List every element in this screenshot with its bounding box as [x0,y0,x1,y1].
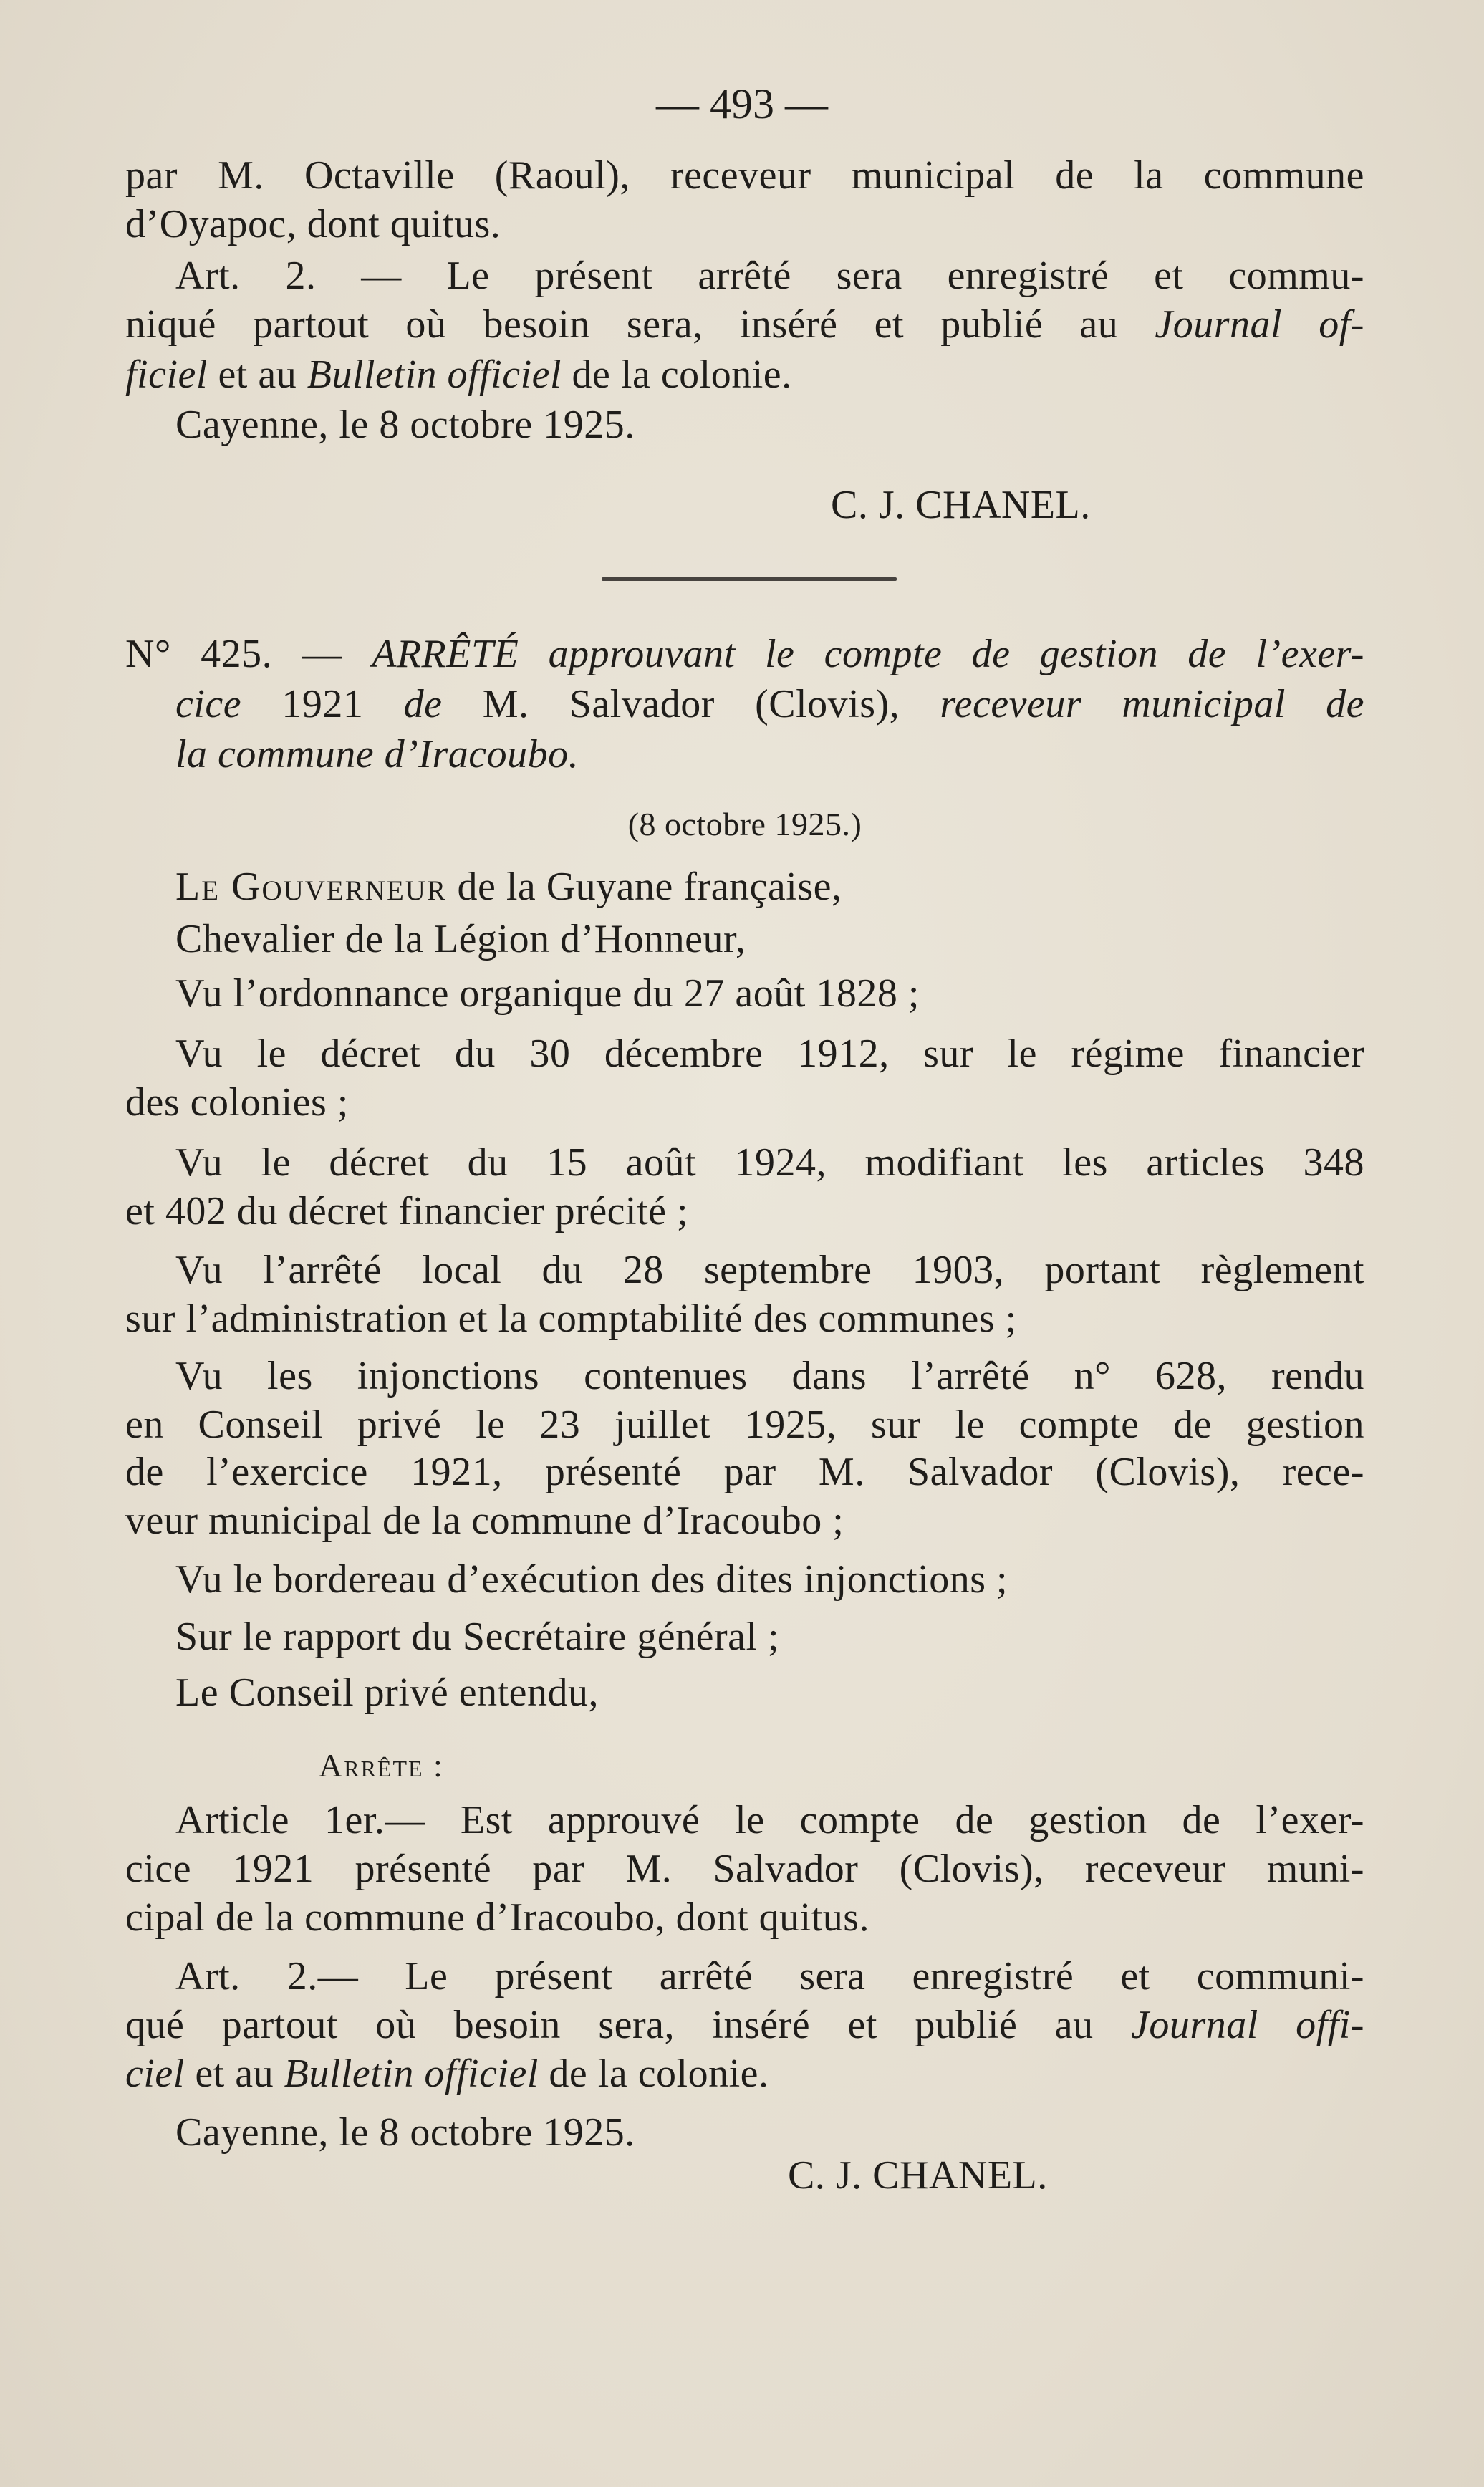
text-line: Chevalier de la Légion d’Honneur, [175,917,746,961]
text-line: Sur le rapport du Secrétaire général ; [175,1615,780,1659]
decree-title: de [403,682,443,726]
text-line: Vu l’arrêté local du 28 septembre 1903, portant règlement [175,1248,1364,1292]
journal-title: ficiel [125,352,208,397]
text-line: sur l’administration et la comptabilité des communes ; [125,1297,1017,1341]
text-line: et 402 du décret financier précité ; [125,1189,689,1233]
text-span: de la colonie. [572,352,792,397]
text-line: Art. 2. — Le présent arrêté sera enregistré et commu- [175,254,1364,298]
text-line [125,351,1364,398]
text-span: qué partout où besoin sera, inséré et publié au [125,2003,1094,2047]
decree-heading [125,680,1364,728]
article-2 [125,2050,1364,2097]
text-span: de la Guyane française, [457,865,842,909]
text-line: par M. Octaville (Raoul), receveur municipal de la commune [125,153,1364,198]
text-line: des colonies ; [125,1080,349,1125]
text-line [125,301,1364,348]
article-1: cipal de la commune d’Iracoubo, dont quitus. [125,1895,870,1940]
decree-title: cice [175,682,242,726]
separator-rule [602,577,897,581]
arrete-label: Arrête : [319,1747,444,1784]
decree-title: receveur municipal de [940,682,1364,726]
page-number: — 493 — [656,80,828,128]
journal-title: Journal offi- [1131,2003,1365,2047]
text-span: M. Salvador (Clovis), [482,682,900,726]
text-line: Le Conseil privé entendu, [175,1670,599,1715]
bulletin-title: Bulletin officiel [307,352,562,397]
text-span: et au [218,352,297,397]
governor-label: Le Gouverneur [175,865,447,909]
article-1: Article 1er.— Est approuvé le compte de gestion de l’exer- [175,1798,1364,1842]
text-line: en Conseil privé le 23 juillet 1925, sur le compte de gestion [125,1403,1364,1447]
text-span: niqué partout où besoin sera, inséré et publié au [125,302,1119,347]
place-date: Cayenne, le 8 octobre 1925. [175,2110,635,2155]
text-line: Vu le décret du 15 août 1924, modifiant les articles 348 [175,1140,1364,1185]
text-line: Vu l’ordonnance organique du 27 août 1828 ; [175,971,920,1016]
place-date: Cayenne, le 8 octobre 1925. [175,403,635,447]
decree-heading [125,630,1364,678]
decree-heading: la commune d’Iracoubo. [175,732,579,776]
text-span: 1921 [281,682,364,726]
text-span: et au [195,2051,274,2096]
text-line: Vu le décret du 30 décembre 1912, sur le régime financier [175,1031,1364,1076]
article-1: cice 1921 présenté par M. Salvador (Clovis), receveur muni- [125,1847,1364,1891]
signature: C. J. CHANEL. [831,483,1091,527]
text-line [125,863,1364,910]
text-span: de la colonie. [549,2051,769,2096]
bulletin-title: Bulletin officiel [284,2051,539,2096]
decree-number: N° 425. — [125,632,342,676]
text-line: veur municipal de la commune d’Iracoubo ; [125,1499,844,1543]
signature: C. J. CHANEL. [788,2153,1048,2198]
decree-title: ARRÊTÉ approuvant le compte de gestion de l’exer- [372,632,1364,676]
text-line: Vu les injonctions contenues dans l’arrêté n° 628, rendu [175,1354,1364,1398]
text-line: Vu le bordereau d’exécution des dites injonctions ; [175,1557,1008,1602]
decree-date: (8 octobre 1925.) [627,806,862,842]
article-2 [125,2001,1364,2049]
text-line: d’Oyapoc, dont quitus. [125,202,501,246]
journal-title: ciel [125,2051,185,2096]
journal-title: Journal of- [1155,302,1364,347]
article-2: Art. 2.— Le présent arrêté sera enregistré et communi- [175,1954,1364,1998]
text-line: de l’exercice 1921, présenté par M. Salvador (Clovis), rece- [125,1450,1364,1494]
